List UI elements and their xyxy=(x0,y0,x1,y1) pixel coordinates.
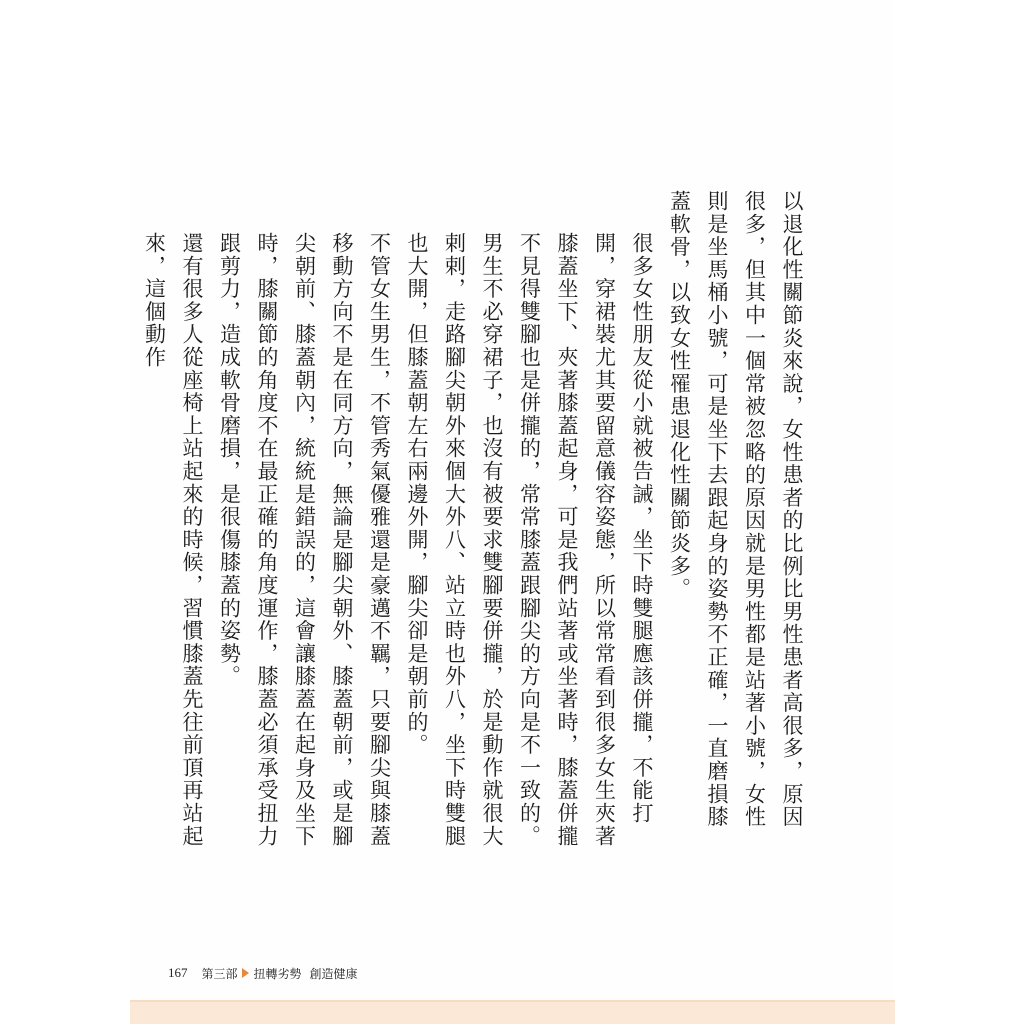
page-bottom-band xyxy=(130,1002,895,1024)
page-footer xyxy=(168,963,358,983)
paragraph-5: 還有很多人從座椅上站起來的時候，習慣膝蓋先往前頂再站起來，這個動作 xyxy=(142,232,204,848)
paragraph-1: 以退化性關節炎來說，女性患者的比例比男性患者高很多，原因很多，但其中一個常被忽略的原因就是男性都是站著小號，女性則是坐馬桶小號，可是坐下去跟起身的姿勢不正確，一直磨損膝蓋軟骨，以致女性罹患退化性關節炎多。 xyxy=(667,190,804,829)
section-title: 扭轉劣勢 xyxy=(253,966,302,981)
paragraph-2: 很多女性朋友從小就被告誡，坐下時雙腿應該併攏，不能打開，穿裙裝尤其要留意儀容姿態，所以常常看到很多女生夾著膝蓋坐下、夾著膝蓋起身，可是我們站著或坐著時，膝蓋併攏不見得雙腳也是併攏的，常常膝蓋跟腳尖的方向是不一致的。 xyxy=(517,232,654,848)
section-subtitle: 創造健康 xyxy=(309,966,358,981)
arrow-icon xyxy=(242,968,249,978)
paragraph-4: 不管女生男生，不管秀氣優雅還是豪邁不羈，只要腳尖與膝蓋移動方向不是在同方向，無論是腳尖朝外、膝蓋朝前，或是腳尖朝前、膝蓋朝內，統統是錯誤的，這會讓膝蓋在起身及坐下時，膝關節的角度不在最正確的角度運作，膝蓋必須承受扭力跟剪力，造成軟骨磨損，是很傷膝蓋的姿勢。 xyxy=(217,232,392,848)
body-text xyxy=(142,190,810,850)
page-number: 167 xyxy=(168,965,188,980)
paragraph-3: 男生不必穿裙子，也沒有被要求雙腳要併攏，於是動作就很大剌剌，走路腳尖朝外來個大外八、站立時也外八，坐下時雙腿也大開，但膝蓋朝左右兩邊外開，腳尖卻是朝前的。 xyxy=(405,232,504,848)
part-label: 第三部 xyxy=(201,966,238,981)
